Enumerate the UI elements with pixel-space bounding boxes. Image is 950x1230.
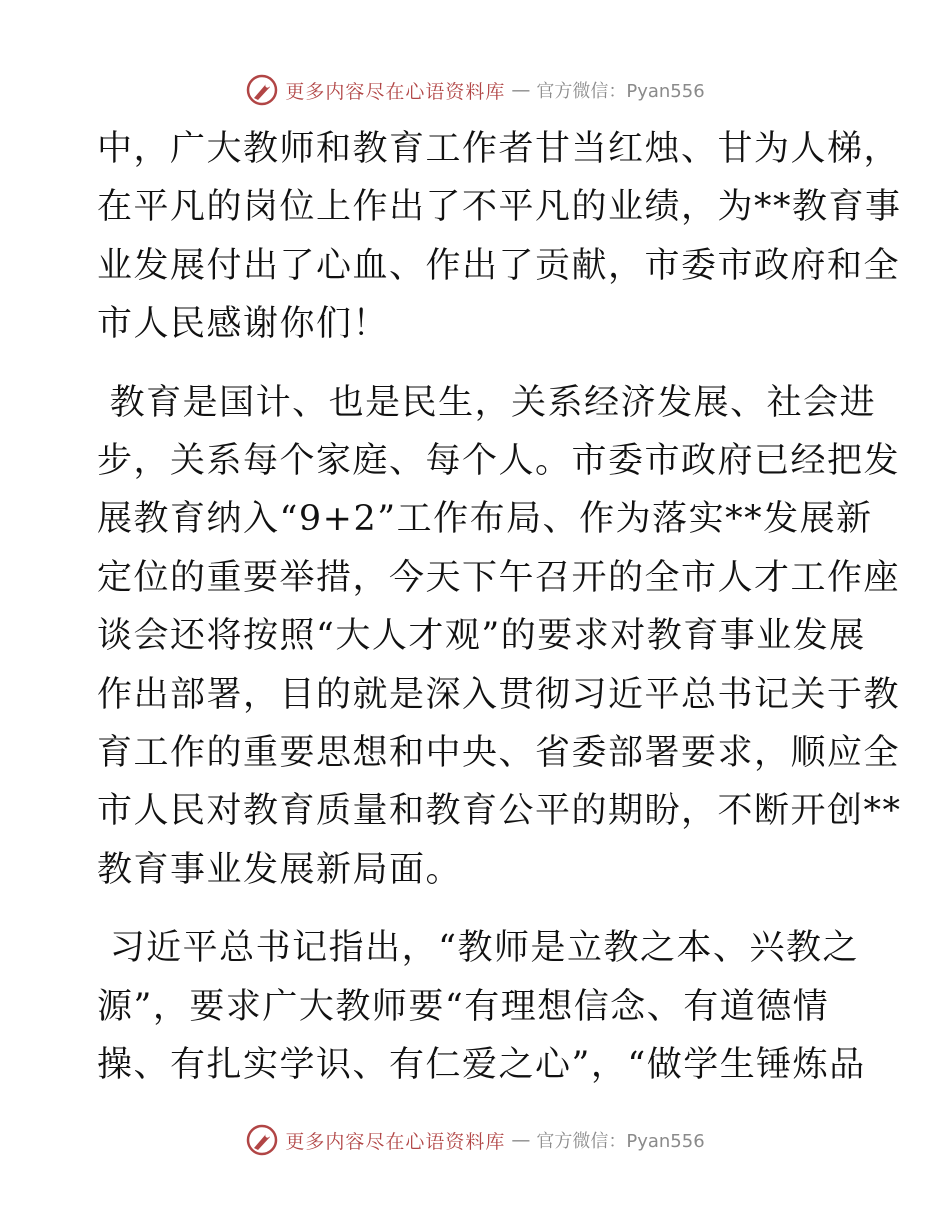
- watermark-separator: —: [511, 1129, 531, 1151]
- paragraph: [97, 374, 902, 900]
- watermark-separator: —: [511, 79, 531, 101]
- text-line: 习近平总书记指出，“教师是立教之本、兴教之: [97, 928, 860, 969]
- paragraph: [97, 120, 902, 354]
- text-line: 定位的重要举措，今天下午召开的全市人才工作座: [97, 557, 901, 598]
- text-line: 市人民感谢你们！: [97, 304, 390, 345]
- text-line: 源”，要求广大教师要“有理想信念、有道德情: [97, 986, 830, 1027]
- pen-nib-circle-icon: [245, 73, 279, 107]
- paragraph: [97, 919, 867, 1094]
- text-line: 操、有扎实学识、有仁爱之心”，“做学生锤炼品: [97, 1045, 866, 1086]
- header-watermark: [0, 70, 950, 110]
- text-line: 育工作的重要思想和中央、省委部署要求，顺应全: [97, 733, 901, 774]
- watermark-text: 更多内容尽在心语资料库: [285, 1130, 506, 1153]
- watermark-contact: 官方微信：Pyan556: [536, 81, 705, 102]
- footer-watermark: [0, 1120, 950, 1160]
- document-body: [97, 120, 902, 1115]
- watermark-text: 更多内容尽在心语资料库: [285, 80, 506, 103]
- text-line: 市人民对教育质量和教育公平的期盼，不断开创**: [97, 791, 902, 832]
- pen-nib-circle-icon: [245, 1123, 279, 1157]
- text-line: 教育是国计、也是民生，关系经济发展、社会进: [97, 382, 877, 423]
- watermark-contact: 官方微信：Pyan556: [536, 1131, 705, 1152]
- text-line: 教育事业发展新局面。: [97, 849, 463, 890]
- text-line: 在平凡的岗位上作出了不平凡的业绩，为**教育事: [97, 187, 902, 228]
- text-line: 中，广大教师和教育工作者甘当红烛、甘为人梯，: [97, 129, 901, 169]
- text-line: 展教育纳入“9+2”工作布局、作为落实**发展新: [97, 499, 873, 540]
- text-line: 谈会还将按照“大人才观”的要求对教育事业发展: [97, 616, 866, 657]
- text-line: 作出部署，目的就是深入贯彻习近平总书记关于教: [97, 674, 901, 715]
- text-line: 业发展付出了心血、作出了贡献，市委市政府和全: [97, 245, 901, 286]
- text-line: 步，关系每个家庭、每个人。市委市政府已经把发: [97, 441, 901, 482]
